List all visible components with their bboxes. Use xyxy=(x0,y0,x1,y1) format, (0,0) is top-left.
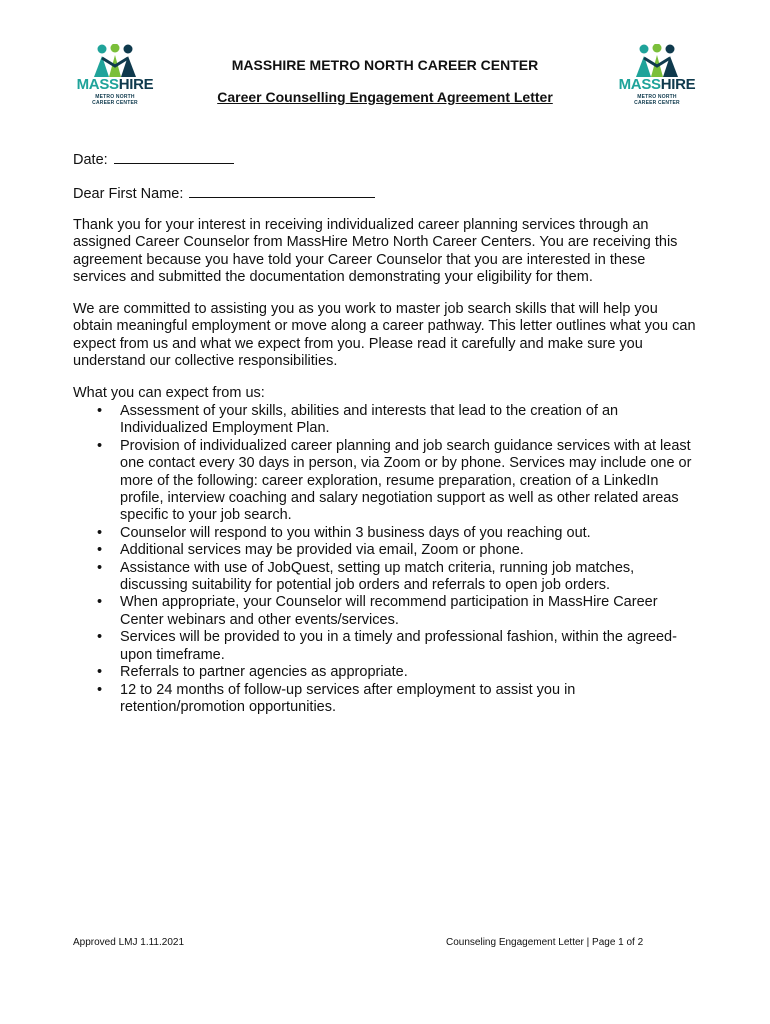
list-item: • Assessment of your skills, abilities and interests that lead to the creation of an Individualized Employment Plan. xyxy=(97,403,619,437)
date-field xyxy=(73,149,234,168)
bullet-icon: • xyxy=(97,629,103,646)
intro-paragraph: Thank you for your interest in receiving individualized career planning services through an assigned Career Counselor from MassHire Metro North Career Centers. You are receiving this agreement because you have told your Career Counselor that you are interested in these services and submitted the documentation demonstrating your eligibility for them. xyxy=(73,217,678,286)
list-item: • 12 to 24 months of follow-up services after employment to assist you in retention/promotion opportunities. xyxy=(97,681,576,715)
bullet-icon: • xyxy=(97,437,103,454)
list-item: • Services will be provided to you in a timely and professional fashion, within the agreed-upon timeframe. xyxy=(97,629,677,663)
logo-wordmark: MASSHIRE xyxy=(76,76,154,93)
expectations-heading: What you can expect from us: xyxy=(73,385,265,401)
logo-wordmark: MASSHIRE xyxy=(618,76,696,93)
logo-subtitle-1: METRO NORTH xyxy=(637,94,677,100)
footer-page-info: Counseling Engagement Letter | Page 1 of 2 xyxy=(446,937,644,948)
bullet-icon: • xyxy=(97,681,103,698)
commitment-paragraph: We are committed to assisting you as you work to master job search skills that will help you obtain meaningful employment or move along a career pathway. This letter outlines what you can expect from us and what we expect from you. Please read it carefully and make sure you understand our collective responsibilities. xyxy=(73,301,696,370)
logo-subtitle-1: METRO NORTH xyxy=(95,94,135,100)
document-title: Career Counselling Engagement Agreement Letter xyxy=(217,89,553,105)
first-name-field xyxy=(73,183,375,202)
list-item: • Provision of individualized career planning and job search guidance services with at least one contact every 30 days in person, via Zoom or by phone. Services may include one or more of the following: career exploration, resume preparation, creation of a LinkedIn profile, interview coaching and salary negotiation support as well as other related areas specific to your job search. xyxy=(97,437,692,524)
organization-title: MASSHIRE METRO NORTH CAREER CENTER xyxy=(231,57,539,73)
logo-subtitle-2: CAREER CENTER xyxy=(92,100,138,106)
first-name-blank-line[interactable] xyxy=(189,183,375,198)
bullet-icon: • xyxy=(97,542,103,559)
logo-subtitle-2: CAREER CENTER xyxy=(634,100,680,106)
bullet-icon: • xyxy=(97,664,103,681)
bullet-icon: • xyxy=(97,594,103,611)
list-item: • Additional services may be provided via email, Zoom or phone. xyxy=(97,542,524,559)
date-blank-line[interactable] xyxy=(114,149,234,164)
bullet-icon: • xyxy=(97,403,103,419)
footer-approval: Approved LMJ 1.11.2021 xyxy=(73,937,185,948)
list-item: • Referrals to partner agencies as appropriate. xyxy=(97,664,408,681)
expectations-list xyxy=(73,403,703,716)
bullet-icon: • xyxy=(97,559,103,576)
date-label: Date: xyxy=(73,152,108,168)
bullet-icon: • xyxy=(97,524,103,541)
first-name-label: Dear First Name: xyxy=(73,186,184,202)
list-item: • When appropriate, your Counselor will recommend participation in MassHire Career Center webinars and other events/services. xyxy=(97,594,658,628)
list-item: • Counselor will respond to you within 3 business days of you reaching out. xyxy=(97,524,591,541)
list-item: • Assistance with use of JobQuest, setting up match criteria, running job matches, discussing suitability for potential job orders and referrals to open job orders. xyxy=(97,559,635,594)
